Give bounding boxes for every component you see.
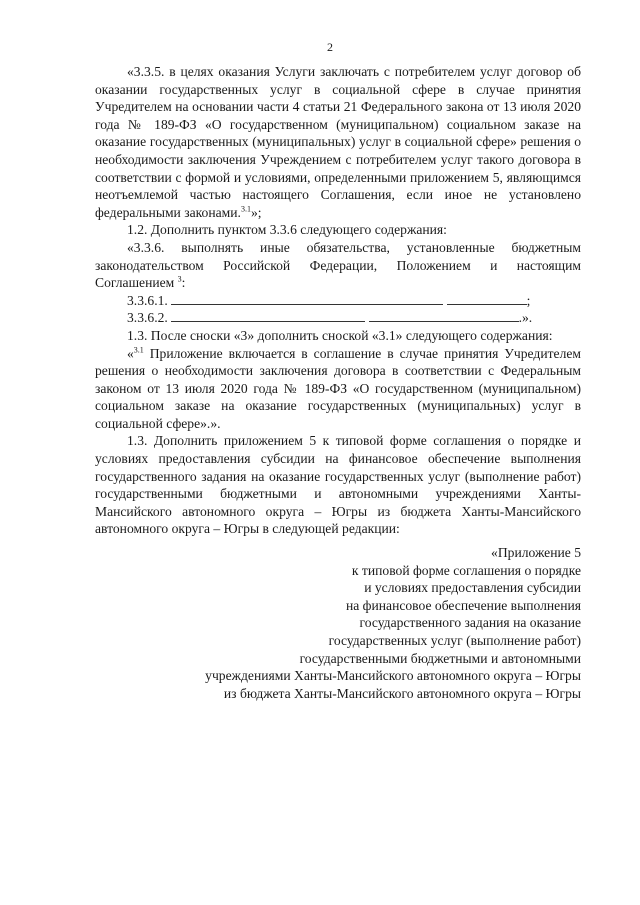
paragraph-3-3-6: [95, 239, 581, 292]
appendix-line: на финансовое обеспечение выполнения: [345, 597, 581, 613]
footnote-ref: 3.1: [133, 344, 144, 354]
appendix-line: из бюджета Ханты-Мансийского автономного округа – Югры: [223, 685, 581, 701]
footnote-ref: 3.1: [240, 204, 251, 214]
item-end: ;: [526, 292, 531, 308]
document-body: [95, 63, 581, 702]
appendix-header: [95, 544, 581, 702]
fill-blank: [369, 309, 519, 322]
item-3-3-6-2: [95, 309, 581, 327]
appendix-line: к типовой форме соглашения о порядке: [351, 562, 581, 578]
paragraph-1-3-appendix: 1.3. Дополнить приложением 5 к типовой форме соглашения о порядке и условиях предоставления субсидии на финансовое обеспечение выполнения государственного задания на оказание государственных услуг (выполнение работ) государственными бюджетными и автономными учреждениями Ханты-Мансийского автономного округа – Югры из бюджета Ханты-Мансийского автономного округа – Югры в следующей редакции:: [95, 433, 581, 537]
paragraph-1-2: 1.2. Дополнить пунктом 3.3.6 следующего содержания:: [127, 222, 447, 238]
paragraph-footnote-3-1: [95, 345, 581, 433]
footnote-ref: 3: [177, 274, 182, 284]
paragraph-text: «3.3.5. в целях оказания Услуги заключать с потребителем услуг договор об оказании государственных услуг в социальной сфере в случае принятия Учредителем на основании части 4 статьи 21 Федерального закона от 13 июля 2020 года № 189-ФЗ «О государственном (муниципальном) социальном заказе на оказание государственных (муниципальных) услуг в социальной сфере» решения о необходимости заключения Учреждением с потребителем услуг такого договора в соответствии с формой и условиями, определенными приложением 5, являющимся неотъемлемой частью настоящего Соглашения, если иное не установлено федеральными законами.: [95, 64, 581, 220]
paragraph-text: «3.3.6. выполнять иные обязательства, установленные бюджетным законодательством Российской Федерации, Положением и настоящим Соглашением: [95, 239, 581, 291]
quote-open: «: [127, 345, 134, 361]
page-number: 2: [327, 40, 333, 54]
fill-blank: [171, 292, 443, 305]
item-number: 3.3.6.1.: [127, 292, 168, 308]
paragraph-3-3-5: [95, 63, 581, 221]
item-end: .».: [518, 310, 533, 326]
item-number: 3.3.6.2.: [127, 310, 168, 326]
appendix-line: государственными бюджетными и автономными: [299, 650, 581, 666]
item-3-3-6-1: [95, 292, 581, 310]
paragraph-1-3-footnote: 1.3. После сноски «3» дополнить сноской «3.1» следующего содержания:: [127, 327, 553, 343]
fill-blank: [171, 309, 365, 322]
appendix-line: государственных услуг (выполнение работ): [328, 633, 581, 648]
paragraph-text: Приложение включается в соглашение в случае принятия Учредителем решения о необходимости заключения договора в соответствии с Федеральным законом от 13 июля 2020 года № 189-ФЗ «О государственном (муниципальном) социальном заказе на оказание государственных (муниципальных) услуг в социальной сфере».».: [95, 345, 581, 431]
appendix-line: государственного задания на оказание: [359, 615, 581, 631]
appendix-line: учреждениями Ханты-Мансийского автономного округа – Югры: [205, 668, 581, 684]
paragraph-end: »;: [250, 204, 262, 220]
appendix-line: «Приложение 5: [491, 545, 581, 561]
fill-blank: [447, 292, 527, 305]
appendix-line: и условиях предоставления субсидии: [364, 580, 581, 596]
paragraph-end: :: [181, 275, 186, 291]
